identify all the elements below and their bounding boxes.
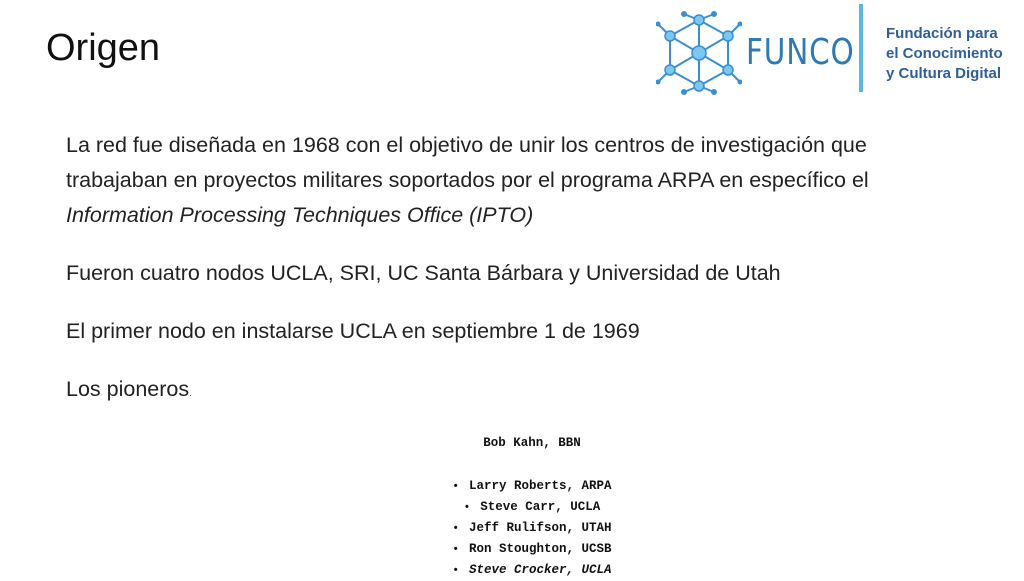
logo-divider (859, 4, 863, 92)
paragraph-first-node: El primer nodo en instalarse UCLA en septiembre 1 de 1969 (66, 319, 640, 343)
funco-logo (656, 4, 1020, 96)
pioneer-lead: Bob Kahn, BBN (483, 436, 581, 450)
list-item (40, 476, 1024, 497)
bullet-icon: • (452, 544, 460, 556)
network-logo-icon (656, 10, 742, 96)
logo-tagline-line: y Cultura Digital (886, 65, 1002, 82)
logo-tagline-line: el Conocimiento (886, 45, 1003, 62)
bullet-icon: • (452, 565, 460, 577)
pioneer-name: Larry Roberts, ARPA (469, 479, 612, 493)
pioneers-heading-dot: · (189, 390, 193, 400)
pioneer-name: Ron Stoughton, UCSB (469, 542, 612, 556)
list-item (40, 497, 1024, 518)
logo-tagline-line: Fundación para (886, 25, 998, 42)
logo-wordmark: FUNCO (746, 32, 855, 73)
bullet-icon: • (452, 481, 460, 493)
list-item (40, 539, 1024, 560)
logo-tagline (886, 24, 1024, 84)
pioneer-name: Jeff Rulifson, UTAH (469, 521, 612, 535)
paragraph-network-design (66, 128, 966, 233)
slide-body (66, 128, 966, 436)
pioneers-heading: Los pioneros (66, 377, 190, 401)
pioneer-name: Steve Crocker, UCLA (469, 563, 612, 577)
paragraph-pioneers (66, 372, 966, 413)
list-item (40, 560, 1024, 581)
bullet-icon: • (452, 523, 460, 535)
ipto-italic-text: Information Processing Techniques Office (IPTO) (66, 203, 534, 227)
slide-title: Origen (46, 27, 161, 69)
pioneer-list (0, 476, 1024, 581)
pioneers-block (0, 435, 1024, 581)
paragraph-four-nodes: Fueron cuatro nodos UCLA, SRI, UC Santa Bárbara y Universidad de Utah (66, 261, 781, 285)
list-item (40, 518, 1024, 539)
pioneer-name: Steve Carr, UCLA (480, 500, 601, 514)
paragraph-text: La red fue diseñada en 1968 con el objetivo de unir los centros de investigación que trabajaban en proyectos militares soportados por el programa ARPA en específico el (66, 133, 869, 192)
bullet-icon: • (463, 502, 471, 514)
